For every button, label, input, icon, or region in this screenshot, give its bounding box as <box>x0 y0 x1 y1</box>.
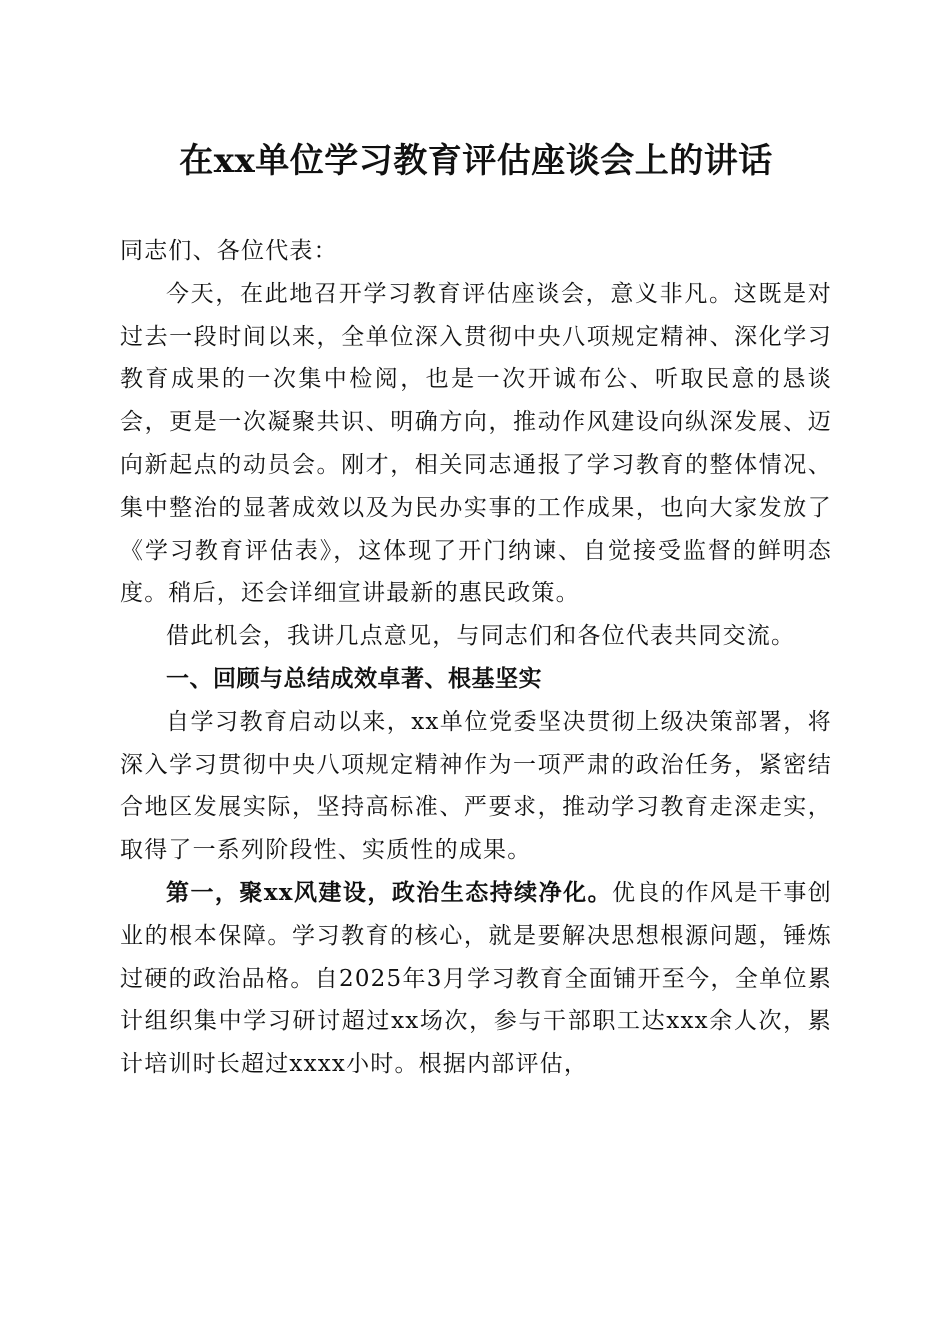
salutation: 同志们、各位代表： <box>120 238 338 264</box>
first-point-lead: 第一，聚xx风建设，政治生态持续净化。 <box>166 878 613 906</box>
document-page <box>120 0 832 1086</box>
document-title: 在xx单位学习教育评估座谈会上的讲话 <box>179 141 773 181</box>
section-heading-1: 一、回顾与总结成效卓著、根基坚实 <box>166 665 542 692</box>
paragraph-review: 自学习教育启动以来，xx单位党委坚决贯彻上级决策部署，将深入学习贯彻中央八项规定精神作为一项严肃的政治任务，紧密结合地区发展实际，坚持高标准、严要求，推动学习教育走深走实，取得了一系列阶段性、实质性的成果。 <box>120 708 832 864</box>
paragraph-opening: 今天，在此地召开学习教育评估座谈会，意义非凡。这既是对过去一段时间以来，全单位深入贯彻中央八项规定精神、深化学习教育成果的一次集中检阅，也是一次开诚布公、听取民意的恳谈会，更是一次凝聚共识、明确方向，推动作风建设向纵深发展、迈向新起点的动员会。刚才，相关同志通报了学习教育的整体情况、集中整治的显著成效以及为民办实事的工作成果，也向大家发放了《学习教育评估表》，这体现了开门纳谏、自觉接受监督的鲜明态度。稍后，还会详细宣讲最新的惠民政策。 <box>120 280 832 607</box>
document-body <box>120 230 832 1086</box>
paragraph-first-point <box>120 872 832 1086</box>
first-point-body: 优良的作风是干事创业的根本保障。学习教育的核心，就是要解决思想根源问题，锤炼过硬的政治品格。自2025年3月学习教育全面铺开至今，全单位累计组织集中学习研讨超过xx场次，参与干部职工达xxx余人次，累计培训时长超过xxxx小时。根据内部评估， <box>120 879 832 1078</box>
paragraph-transition: 借此机会，我讲几点意见，与同志们和各位代表共同交流。 <box>166 623 796 650</box>
